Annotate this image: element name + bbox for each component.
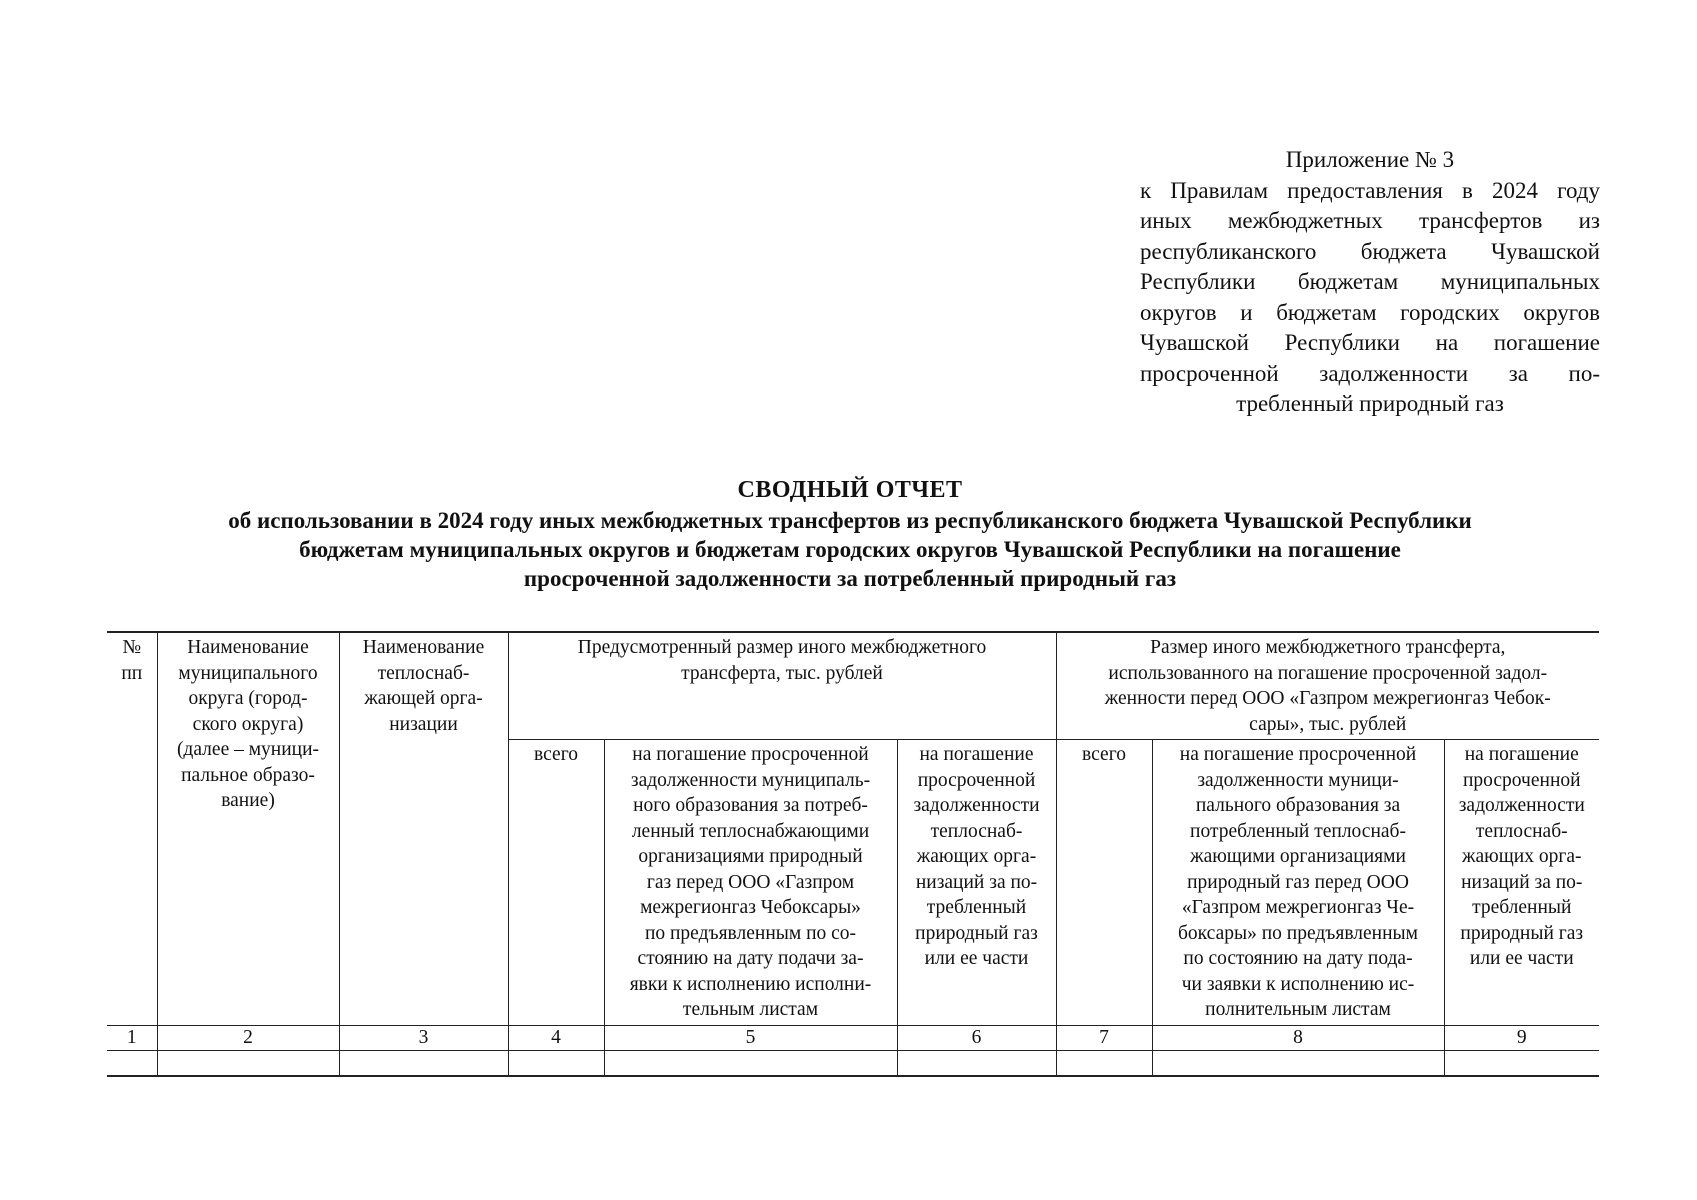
header-number: № пп	[107, 632, 157, 1025]
header-used-supplier-debt: на погашение просроченной задолженности теплоснаб- жающих орга- низаций за по- требленный природный газ или ее части	[1444, 740, 1599, 1026]
header-planned-total: всего	[508, 740, 604, 1026]
table-cell	[1152, 1050, 1444, 1076]
table-cell	[157, 1050, 339, 1076]
header-planned-supplier-debt: на погашение просроченной задолженности теплоснаб- жающих орга- низаций за по- требленный природный газ или ее части	[897, 740, 1056, 1026]
column-number: 3	[339, 1025, 508, 1050]
header-used-total: всего	[1056, 740, 1152, 1026]
appendix-line: Республики бюджетам муниципальных	[1140, 269, 1600, 294]
report-title-block	[100, 474, 1600, 593]
appendix-line: иных межбюджетных трансфертов из	[1140, 208, 1600, 233]
report-subtitle-line: бюджетам муниципальных округов и бюджетам городских округов Чувашской Республики на погашение	[299, 537, 1401, 562]
table-cell	[604, 1050, 897, 1076]
column-number: 8	[1152, 1025, 1444, 1050]
header-used-transfer: Размер иного межбюджетного трансферта, использованного на погашение просроченной задол- женности перед ООО «Газпром межрегионгаз Чебок- сары», тыс. рублей	[1056, 632, 1599, 740]
table-cell	[897, 1050, 1056, 1076]
table-cell	[1444, 1050, 1599, 1076]
column-number: 5	[604, 1025, 897, 1050]
header-planned-municipal-debt: на погашение просроченной задолженности муниципаль- ного образования за потреб- ленный теплоснабжающими организациями природный газ перед ООО «Газпром межрегионгаз Чебоксары» по предъявленным по со- стоянию на дату подачи за- явки к исполнению исполни- тельным листам	[604, 740, 897, 1026]
report-subtitle	[100, 506, 1600, 593]
appendix-line: Чувашской Республики на погашение	[1140, 330, 1600, 355]
column-number: 1	[107, 1025, 157, 1050]
appendix-title: Приложение № 3	[1285, 147, 1455, 172]
header-planned-transfer: Предусмотренный размер иного межбюджетного трансферта, тыс. рублей	[508, 632, 1056, 740]
table-cell	[1056, 1050, 1152, 1076]
column-number: 6	[897, 1025, 1056, 1050]
column-number: 2	[157, 1025, 339, 1050]
column-number: 9	[1444, 1025, 1599, 1050]
column-number-row	[107, 1025, 1599, 1050]
table-cell	[107, 1050, 157, 1076]
appendix-line: требленный природный газ	[1236, 391, 1504, 416]
column-number: 7	[1056, 1025, 1152, 1050]
report-table	[107, 631, 1599, 1077]
table-cell	[339, 1050, 508, 1076]
appendix-line: республиканского бюджета Чувашской	[1140, 238, 1600, 264]
appendix-line: просроченной задолженности за по-	[1140, 360, 1600, 386]
table-cell	[508, 1050, 604, 1076]
header-heat-supplier: Наименование теплоснаб- жающей орга- низации	[339, 632, 508, 1025]
appendix-note	[1140, 145, 1600, 420]
column-number: 4	[508, 1025, 604, 1050]
header-used-municipal-debt: на погашение просроченной задолженности муници- пального образования за потребленный теплоснаб- жающими организациями природный газ перед ООО «Газпром межрегионгаз Че- боксары» по предъявленным по состоянию на дату пода- чи заявки к исполнению ис- полнительным листам	[1152, 740, 1444, 1026]
report-subtitle-line: об использовании в 2024 году иных межбюджетных трансфертов из республиканского бюджета Чувашской Республики	[228, 508, 1472, 533]
header-municipality: Наименование муниципального округа (город- ского округа) (далее – муници- пальное образо- вание)	[157, 632, 339, 1025]
report-title: СВОДНЫЙ ОТЧЕТ	[737, 477, 963, 503]
table-row	[107, 1050, 1599, 1076]
appendix-line: к Правилам предоставления в 2024 году	[1140, 177, 1600, 203]
appendix-line: округов и бюджетам городских округов	[1140, 299, 1600, 325]
report-subtitle-line: просроченной задолженности за потребленный природный газ	[523, 566, 1177, 591]
